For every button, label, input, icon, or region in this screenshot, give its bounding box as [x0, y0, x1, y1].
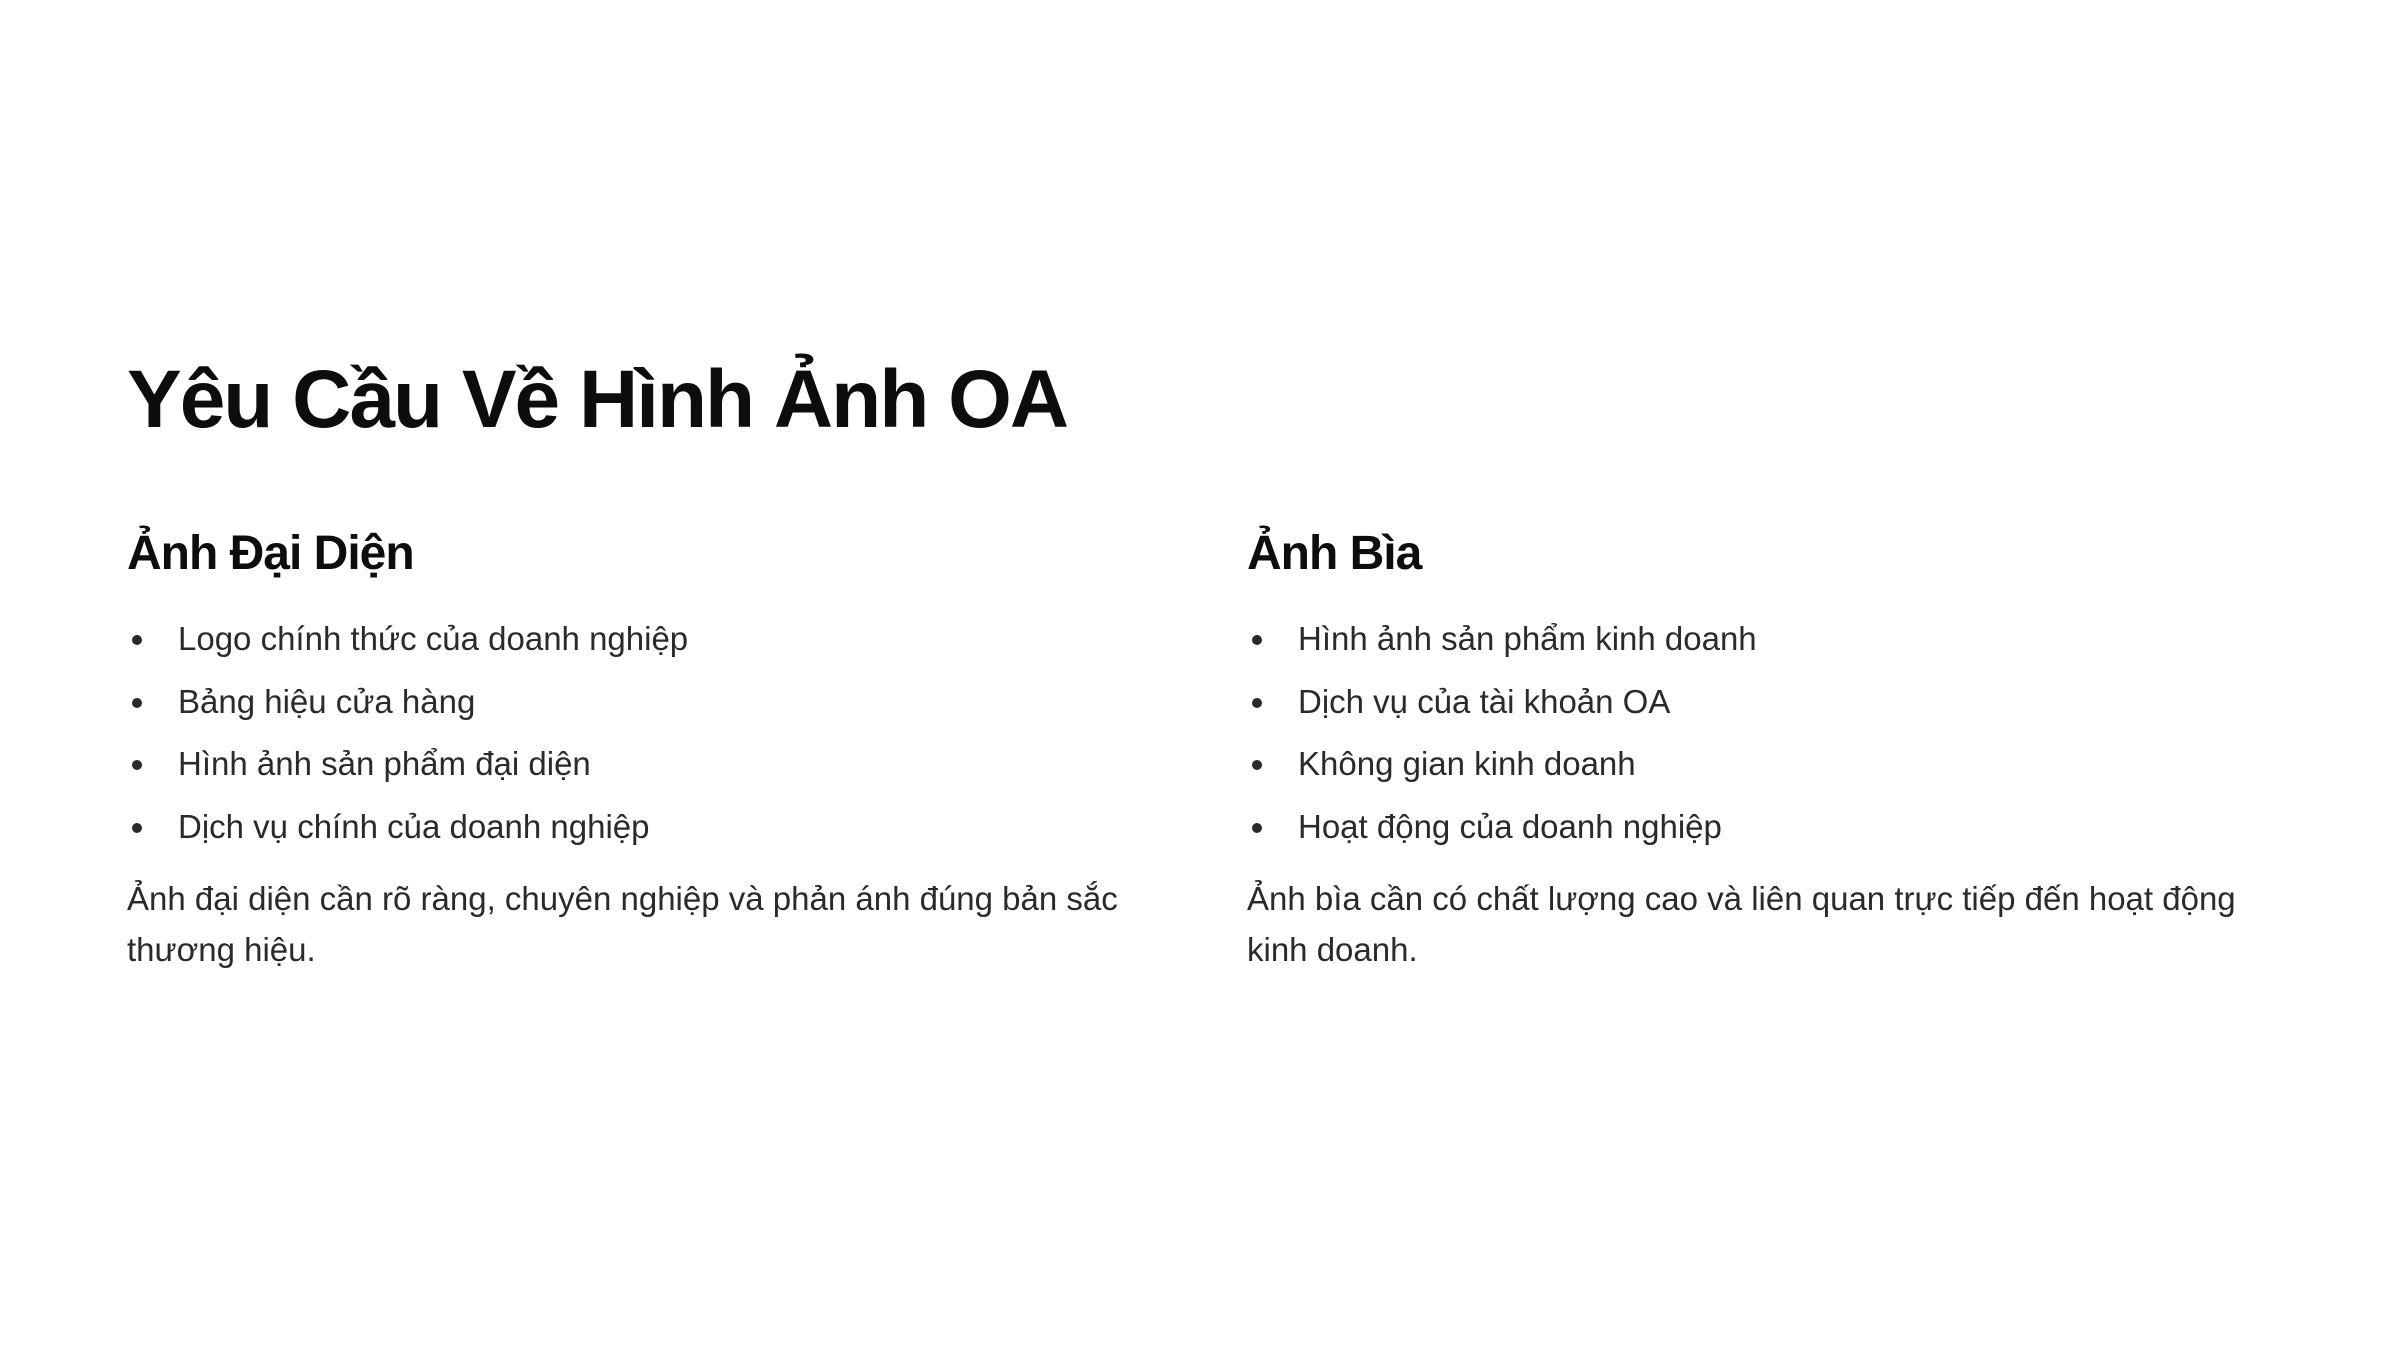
- section-note: Ảnh bìa cần có chất lượng cao và liên quan trực tiếp đến hoạt động kinh doanh.: [1247, 880, 2236, 968]
- list-item: [1247, 733, 2287, 796]
- list-item: [1247, 796, 2287, 859]
- bullet-icon: [132, 823, 142, 833]
- bullet-list: [127, 608, 1127, 858]
- list-item-text: Hoạt động của doanh nghiệp: [1298, 807, 1722, 845]
- list-item: [127, 733, 1127, 796]
- bullet-list: [1247, 608, 2287, 858]
- bullet-icon: [132, 698, 142, 708]
- bullet-icon: [1252, 760, 1262, 770]
- bullet-icon: [1252, 698, 1262, 708]
- section-heading: Ảnh Đại Diện: [127, 527, 414, 580]
- list-item-text: Không gian kinh doanh: [1298, 745, 1636, 782]
- list-item: [127, 608, 1127, 671]
- list-item: [127, 796, 1127, 859]
- list-item-text: Dịch vụ của tài khoản OA: [1298, 682, 1671, 720]
- bullet-icon: [1252, 635, 1262, 645]
- page-title: Yêu Cầu Về Hình Ảnh OA: [127, 354, 1068, 445]
- bullet-icon: [132, 760, 142, 770]
- section-heading: Ảnh Bìa: [1247, 527, 1422, 580]
- list-item-text: Dịch vụ chính của doanh nghiệp: [178, 807, 650, 845]
- section-anh-bia: [1247, 520, 2287, 975]
- list-item-text: Logo chính thức của doanh nghiệp: [178, 620, 689, 657]
- list-item: [127, 671, 1127, 734]
- section-anh-dai-dien: [127, 520, 1127, 975]
- list-item-text: Hình ảnh sản phẩm đại diện: [178, 745, 591, 782]
- section-note: Ảnh đại diện cần rõ ràng, chuyên nghiệp và phản ánh đúng bản sắc thương hiệu.: [127, 880, 1118, 968]
- list-item: [1247, 671, 2287, 734]
- list-item-text: Hình ảnh sản phẩm kinh doanh: [1298, 620, 1757, 657]
- bullet-icon: [1252, 823, 1262, 833]
- list-item: [1247, 608, 2287, 671]
- bullet-icon: [132, 635, 142, 645]
- list-item-text: Bảng hiệu cửa hàng: [178, 682, 476, 720]
